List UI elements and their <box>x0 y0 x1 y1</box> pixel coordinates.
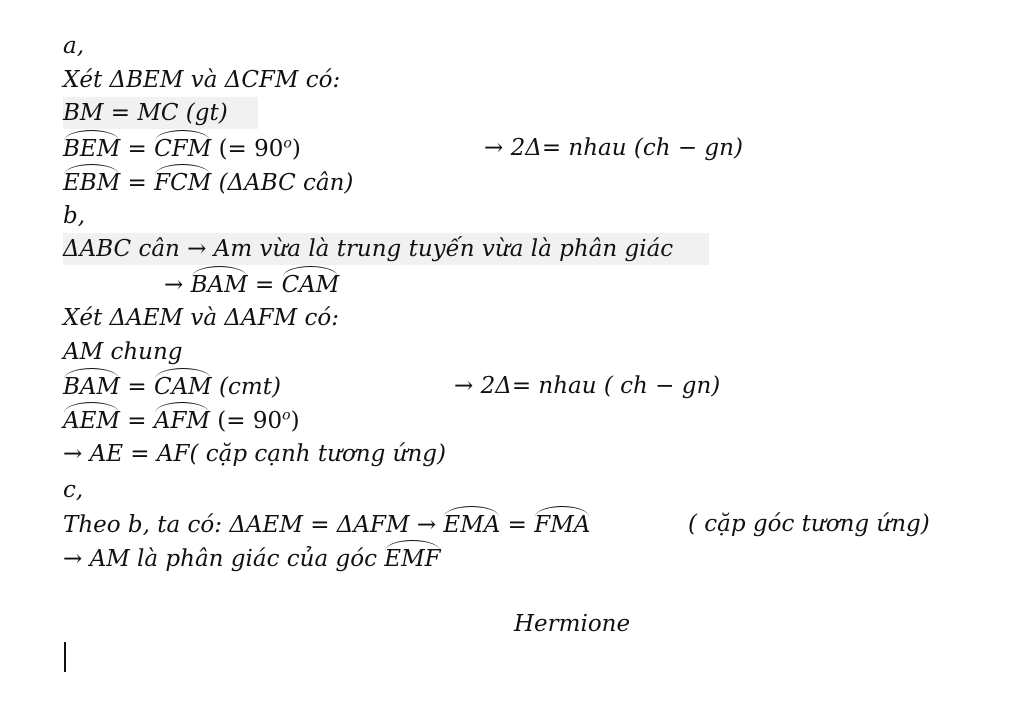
degree-sup: o <box>282 407 291 424</box>
equals-sign: = <box>120 170 155 196</box>
part-a-label: a, <box>63 33 85 59</box>
angle-afm: AFM <box>154 404 210 433</box>
close-paren: ) <box>291 136 301 162</box>
angle-fma: FMA <box>534 508 590 537</box>
angle-fcm: FCM <box>154 166 211 195</box>
part-b-conclusion: → AE = AF( cặp cạnh tương ứng) <box>63 441 446 467</box>
right-angle-value: (= 90 <box>211 136 284 162</box>
part-b-line-2 <box>164 268 339 300</box>
part-c-reason: ( cặp góc tương ứng) <box>688 511 930 537</box>
angle-cam: CAM <box>282 268 340 297</box>
part-c-line-1 <box>63 508 590 540</box>
part-b-label: b, <box>63 203 86 229</box>
degree-sup: o <box>283 135 292 152</box>
part-a-intro: Xét ΔBEM và ΔCFM có: <box>63 67 341 93</box>
part-b-line-1: ΔABC cân → Am vừa là trung tuyến vừa là phân giác <box>63 233 709 265</box>
angle-aem: AEM <box>63 404 120 433</box>
close-paren: ) <box>290 408 300 434</box>
part-a-line-1: BM = MC (gt) <box>63 97 258 129</box>
angle-cam: CAM <box>154 370 212 399</box>
part-c-label: c, <box>63 477 84 503</box>
angle-bam: BAM <box>63 370 120 399</box>
equals-sign: = <box>500 512 535 538</box>
equals-sign: = <box>119 408 154 434</box>
part-b-line-3: AM chung <box>63 339 183 365</box>
equals-sign: = <box>120 374 154 400</box>
part-a-line-2 <box>63 132 301 164</box>
signature: Hermione <box>514 611 631 637</box>
part-c-conclusion: → AM là phân giác của góc <box>63 546 385 572</box>
angle-emf: EMF <box>384 542 440 571</box>
part-b-line-5 <box>63 404 300 436</box>
part-c-statement: Theo b, ta có: ΔAEM = ΔAFM → <box>63 512 444 538</box>
equals-sign: = <box>120 136 155 162</box>
angle-bam: BAM <box>191 268 248 297</box>
part-b-line-4 <box>63 370 281 402</box>
angle-ebm: EBM <box>63 166 120 195</box>
part-a-line-3 <box>63 166 353 198</box>
angle-cfm: CFM <box>154 132 211 161</box>
angle-ema: EMA <box>443 508 500 537</box>
arrow-icon: → <box>164 272 191 298</box>
part-b-result: → 2Δ= nhau ( ch − gn) <box>454 373 721 399</box>
cmt-reason: (cmt) <box>211 374 281 400</box>
angle-bem: BEM <box>63 132 120 161</box>
equals-sign: = <box>247 272 282 298</box>
part-a-result: → 2Δ= nhau (ch − gn) <box>484 135 743 161</box>
right-angle-value: (= 90 <box>209 408 283 434</box>
isosceles-reason: (ΔABC cân) <box>211 170 354 196</box>
text-cursor <box>64 642 66 672</box>
part-c-line-2 <box>63 542 441 574</box>
part-b-intro: Xét ΔAEM và ΔAFM có: <box>63 305 339 331</box>
